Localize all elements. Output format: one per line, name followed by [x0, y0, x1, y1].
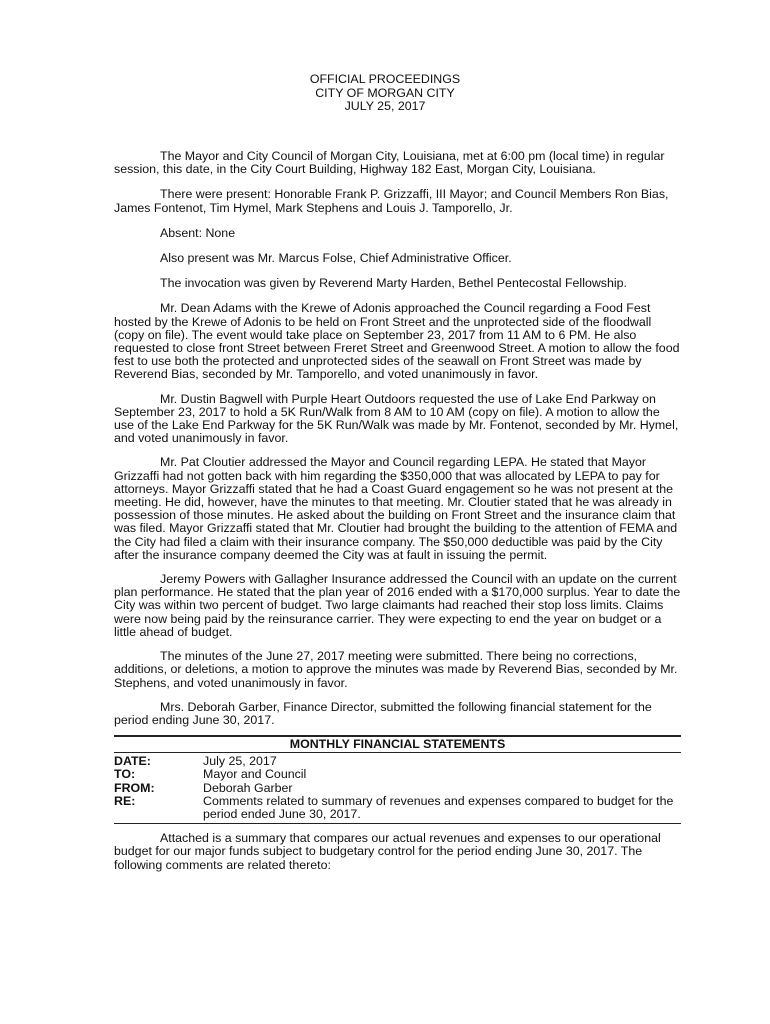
paragraph-food-fest: Mr. Dean Adams with the Krewe of Adonis approached the Council regarding a Food Fest hosted by the Krewe of Adonis to be held on Front Street and the unprotected side of the floodwall (copy on file). The event would take place on September 23, 2017 from 11 AM to 6 PM. He also requested to close front Street between Freret Street and Greenwood Street. A motion to allow the food fest to use both the protected and unprotected sides of the seawall on Front Street was made by Reverend Bias, seconded by Mr. Tamporello, and voted unanimously in favor. — [114, 301, 680, 382]
financial-statements-title: MONTHLY FINANCIAL STATEMENTS — [114, 735, 681, 753]
memo-label: TO: — [114, 767, 136, 782]
memo-label: RE: — [114, 793, 136, 808]
paragraph-meeting-intro: The Mayor and City Council of Morgan City, Louisiana, met at 6:00 pm (local time) in regular session, this date, in the City Court Building, Highway 182 East, Morgan City, Louisiana. — [114, 149, 665, 177]
memo-value: Comments related to summary of revenues and expenses compared to budget for the period ended June 30, 2017. — [203, 793, 674, 821]
paragraph-summary-attached: Attached is a summary that compares our actual revenues and expenses to our operational budget for our major funds subject to budgetary control for the period ending June 30, 2017. The following comments are related thereto: — [114, 831, 661, 872]
memo-row-to — [114, 768, 681, 781]
memo-value: Mayor and Council — [203, 767, 307, 782]
memo-row-date — [114, 755, 681, 768]
document-body — [114, 150, 681, 884]
paragraph-minutes: The minutes of the June 27, 2017 meeting were submitted. There being no corrections, additions, or deletions, a motion to approve the minutes was made by Reverend Bias, seconded by Mr. Stephens, and voted unanimously in favor. — [114, 649, 678, 690]
memo-label: DATE: — [114, 754, 151, 769]
memo-value: Deborah Garber — [203, 780, 293, 795]
paragraph-financial-intro: Mrs. Deborah Garber, Finance Director, submitted the following financial statement for the period ending June 30, 2017. — [114, 699, 652, 727]
paragraph-5k-run: Mr. Dustin Bagwell with Purple Heart Outdoors requested the use of Lake End Parkway on September 23, 2017 to hold a 5K Run/Walk from 8 AM to 10 AM (copy on file). A motion to allow the use of the Lake End Parkway for the 5K Run/Walk was made by Mr. Fontenot, seconded by Mr. Hymel, and voted unanimously in favor. — [114, 391, 679, 446]
memo-label: FROM: — [114, 780, 155, 795]
memo-row-from — [114, 782, 681, 795]
paragraph-also-present: Also present was Mr. Marcus Folse, Chief Administrative Officer. — [160, 251, 512, 266]
memo-value: July 25, 2017 — [203, 754, 277, 769]
heading-city: CITY OF MORGAN CITY — [315, 85, 455, 100]
heading-date: JULY 25, 2017 — [344, 99, 426, 113]
paragraph-lepa: Mr. Pat Cloutier addressed the Mayor and Council regarding LEPA. He stated that Mayor Grizzaffi had not gotten back with him regarding the $350,000 that was allocated by LEPA to pay for attorneys. Mayor Grizzaffi stated that he had a Coast Guard engagement so he was not present at the meeting. He did, however, have the minutes to that meeting. Mr. Cloutier stated that he was already in possession of those minutes. He asked about the building on Front Street and the insurance claim that was filed. Mayor Grizzaffi stated that Mr. Cloutier had brought the building to the attention of FEMA and the City had filed a claim with their insurance company. The $50,000 deductible was paid by the City after the insurance company deemed the City was at fault in issuing the permit. — [114, 455, 678, 562]
heading-title: OFFICIAL PROCEEDINGS — [309, 72, 461, 86]
paragraph-invocation: The invocation was given by Reverend Marty Harden, Bethel Pentecostal Fellowship. — [160, 276, 627, 291]
memo-row-re — [114, 795, 681, 821]
document-heading — [0, 73, 770, 114]
memo-divider — [114, 823, 681, 824]
paragraph-present: There were present: Honorable Frank P. Grizzaffi, III Mayor; and Council Members Ron Bias, James Fontenot, Tim Hymel, Mark Stephens and Louis J. Tamporello, Jr. — [114, 187, 669, 215]
memo-header — [114, 755, 681, 821]
paragraph-absent: Absent: None — [160, 225, 236, 240]
paragraph-insurance: Jeremy Powers with Gallagher Insurance addressed the Council with an update on the current plan performance. He stated that the plan year of 2016 ended with a $170,000 surplus. Year to date the City was within two percent of budget. Two large claimants had reached their stop loss limits. Claims were now being paid by the reinsurance carrier. They were expecting to end the year on budget or a little ahead of budget. — [114, 572, 681, 639]
